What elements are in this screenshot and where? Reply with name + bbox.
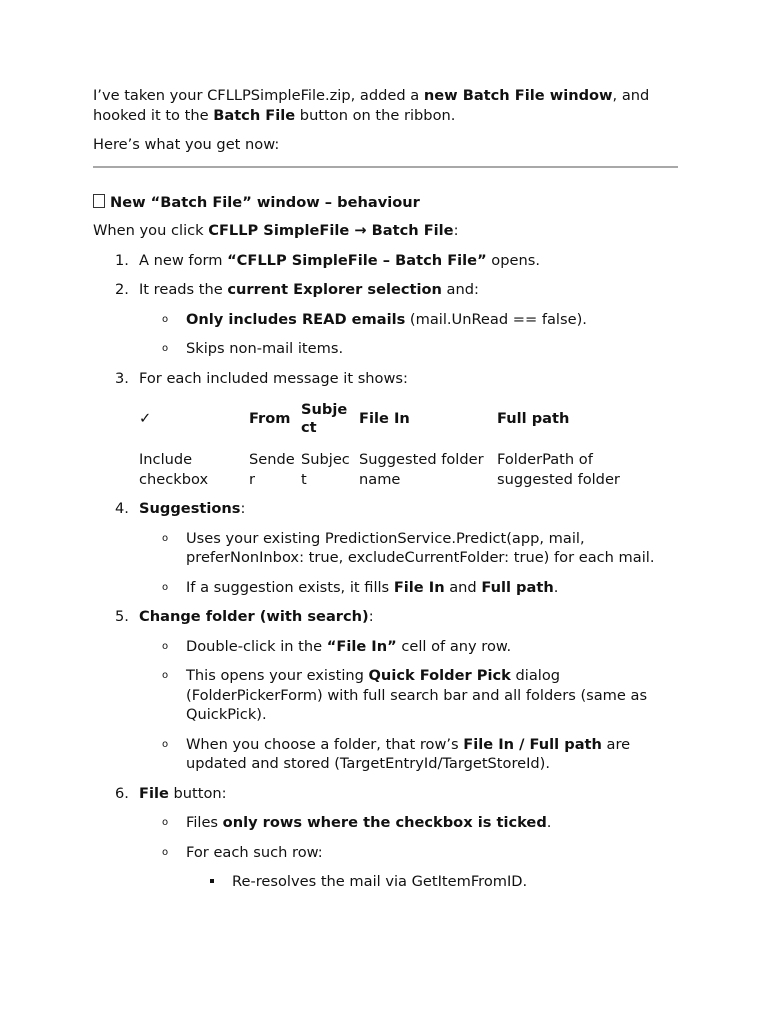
step-2-subitem-1 — [139, 310, 678, 330]
cell-include-text: Include checkbox — [139, 451, 209, 488]
columns-table — [139, 399, 647, 489]
step-2-bold: current Explorer selection — [227, 281, 442, 298]
step-5-sublist — [139, 637, 678, 774]
box-icon — [93, 194, 105, 208]
step-4-subitem-1 — [139, 529, 678, 568]
lead-text-1: When you click — [93, 222, 209, 239]
intro-bold-1: new Batch File window — [423, 87, 613, 104]
sub-text: are updated and stored (TargetEntryId/TargetStoreId). — [186, 735, 631, 772]
step-6-text: button: — [168, 784, 227, 802]
cell-subject-text: Subject — [301, 451, 350, 488]
step-4-sublist — [139, 529, 678, 598]
intro-paragraph — [93, 86, 678, 125]
table-spacer-row — [139, 439, 647, 450]
intro-text-3: button on the ribbon. — [295, 106, 456, 124]
step-6-subsublist — [186, 872, 678, 892]
step-6-bold: File — [139, 784, 169, 802]
step-1-text-1: A new form — [139, 251, 228, 269]
sub-text: dialog (FolderPickerForm) with full search bar and all folders (same as QuickPick). — [186, 667, 648, 723]
sub-bold: “File In” — [326, 637, 397, 655]
header-file-in: File In — [359, 410, 410, 428]
circle-bullet-icon: o — [162, 640, 169, 652]
cell-include — [139, 450, 249, 489]
sub-text: This opens your existing — [186, 667, 369, 684]
lead-text-2: : — [453, 222, 459, 239]
step-6-subitem-2 — [139, 843, 678, 892]
step-2-text-1: It reads the — [139, 281, 228, 298]
step-6 — [93, 784, 678, 892]
cell-file-in — [359, 450, 497, 489]
header-subject-text: Subject — [301, 401, 348, 436]
step-4 — [93, 499, 678, 597]
circle-bullet-icon: o — [162, 738, 169, 750]
sub-text: When you choose a folder, that row’s — [186, 735, 464, 753]
sub-text: Files — [186, 814, 223, 831]
header-full-path: Full path — [497, 410, 570, 428]
step-5-subitem-3 — [139, 735, 678, 774]
circle-bullet-icon: o — [162, 581, 169, 593]
cell-full-path-text: FolderPath of suggested folder — [497, 451, 620, 488]
cell-from-text: Sender — [249, 451, 295, 488]
sub-text: For each such row: — [186, 843, 323, 861]
circle-bullet-icon: o — [162, 670, 169, 681]
step-3-text: For each included message it shows: — [139, 369, 408, 387]
sub-bold: Full path — [481, 578, 554, 596]
sub-bold: File In — [393, 578, 445, 596]
section-title: New “Batch File” window – behaviour — [110, 193, 420, 211]
intro-text-1: I’ve taken your CFLLPSimpleFile.zip, added a — [93, 87, 424, 104]
sub-text: (mail.UnRead == false). — [405, 310, 587, 328]
lead-paragraph — [93, 221, 678, 241]
header-check: ✓ — [139, 410, 152, 428]
sub-text: . — [546, 814, 552, 831]
circle-bullet-icon: o — [162, 817, 169, 828]
square-bullet-icon — [210, 879, 214, 883]
sub-text: and — [444, 578, 482, 596]
table-row — [139, 450, 647, 489]
step-2-subitem-2 — [139, 339, 678, 359]
cell-file-in-text: Suggested folder name — [359, 451, 484, 488]
sub-text: Double-click in the — [186, 637, 327, 655]
section-heading — [93, 193, 678, 213]
sub-text: . — [553, 578, 559, 596]
step-1 — [93, 251, 678, 271]
step-1-text-2: opens. — [486, 251, 540, 269]
step-4-subitem-2 — [139, 578, 678, 598]
document-body — [93, 86, 678, 902]
step-4-text: : — [240, 500, 246, 517]
step-5-subitem-2 — [139, 666, 678, 725]
header-subject — [301, 399, 359, 439]
step-6-subsubitem-1 — [186, 872, 678, 892]
sub-bold: Only includes READ emails — [186, 310, 406, 328]
cell-from — [249, 450, 301, 489]
circle-bullet-icon: o — [162, 343, 169, 354]
intro-bold-2: Batch File — [213, 106, 296, 124]
header-from: From — [249, 410, 291, 428]
circle-bullet-icon: o — [162, 313, 169, 325]
step-1-bold: “CFLLP SimpleFile – Batch File” — [227, 251, 487, 269]
sub-bold: File In / Full path — [463, 735, 602, 753]
subsub-text: Re-resolves the mail via GetItemFromID. — [232, 873, 528, 890]
sub-bold: Quick Folder Pick — [368, 667, 511, 684]
sub-text: cell of any row. — [396, 637, 512, 655]
cell-subject — [301, 450, 359, 489]
cell-full-path — [497, 450, 647, 489]
horizontal-rule — [93, 166, 678, 168]
step-3 — [93, 369, 678, 490]
steps-list — [93, 251, 678, 892]
step-5-bold: Change folder (with search) — [139, 608, 369, 625]
step-number: 3. — [115, 369, 129, 387]
step-number: 6. — [115, 784, 129, 802]
sub-text: Uses your existing PredictionService.Predict(app, mail, preferNonInbox: true, excludeCurrentFolder: true) for each mail. — [186, 529, 655, 566]
sub-text: If a suggestion exists, it fills — [186, 578, 394, 596]
step-number: 5. — [115, 608, 129, 625]
step-4-bold: Suggestions — [139, 500, 241, 517]
step-5-subitem-1 — [139, 637, 678, 657]
lead-bold: CFLLP SimpleFile → Batch File — [208, 222, 454, 239]
sub-bold: only rows where the checkbox is ticked — [222, 814, 547, 831]
step-6-subitem-1 — [139, 813, 678, 833]
intro-text-2: , and hooked it to the — [93, 87, 650, 124]
step-5 — [93, 607, 678, 774]
step-number: 1. — [115, 251, 129, 269]
step-2 — [93, 280, 678, 359]
step-2-text-2: and: — [441, 281, 479, 298]
step-number: 4. — [115, 500, 129, 517]
step-6-sublist — [139, 813, 678, 892]
circle-bullet-icon: o — [162, 846, 169, 858]
step-5-text: : — [368, 608, 374, 625]
circle-bullet-icon: o — [162, 532, 169, 544]
sub-text: Skips non-mail items. — [186, 340, 344, 357]
table-header-row — [139, 399, 647, 439]
intro-paragraph-2: Here’s what you get now: — [93, 136, 280, 153]
step-2-sublist — [139, 310, 678, 359]
table-spacer-cell — [139, 439, 647, 450]
step-number: 2. — [115, 281, 129, 298]
